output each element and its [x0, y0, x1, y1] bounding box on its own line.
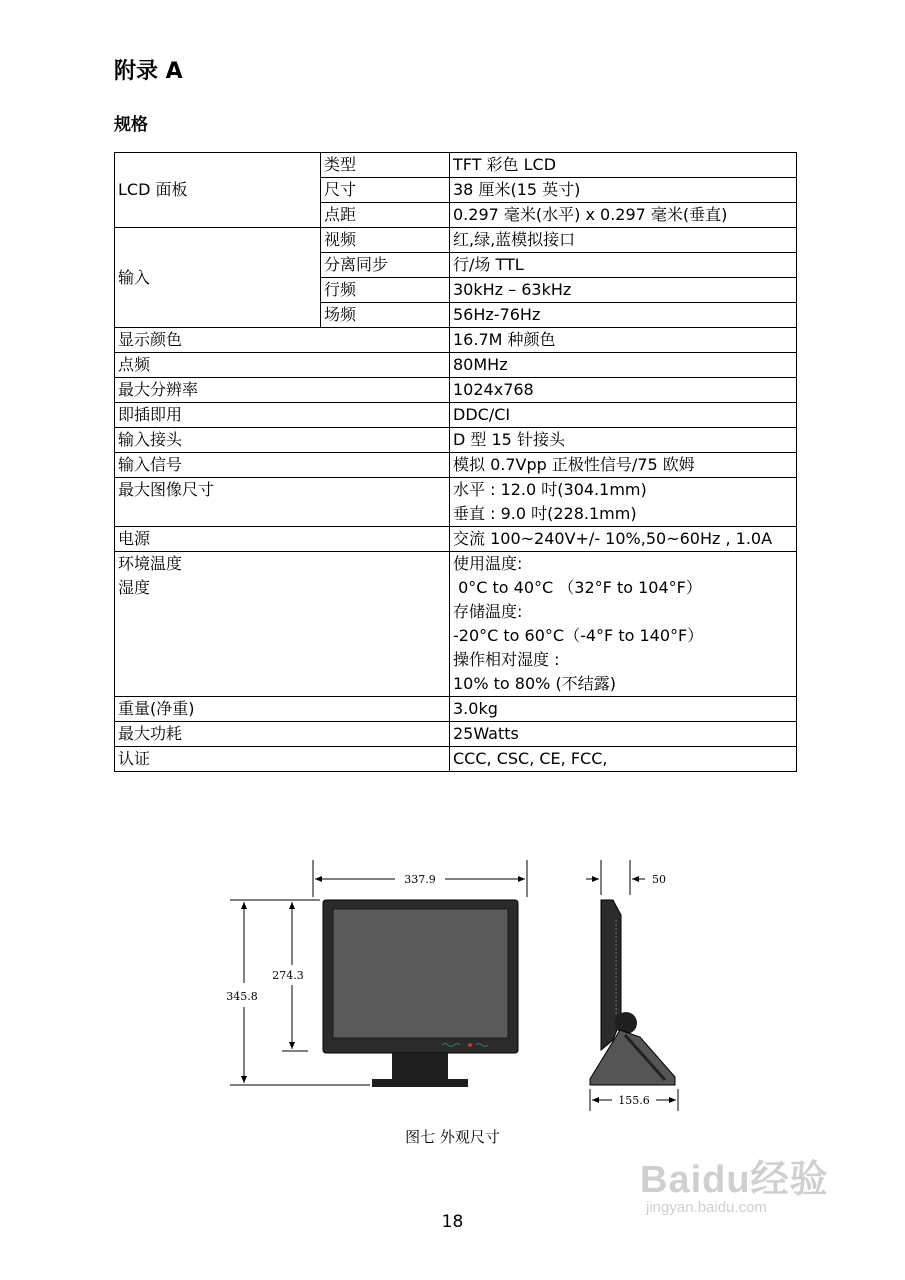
- spec-sub-label: 点距: [321, 203, 450, 228]
- spec-label: 显示颜色: [115, 328, 450, 353]
- base-depth-dimension-label: 155.6: [618, 1094, 650, 1107]
- spec-value-line: 10% to 80% (不结露): [453, 674, 616, 693]
- section-title: 规格: [114, 115, 148, 135]
- spec-value-line: 水平 : 12.0 吋(304.1mm): [453, 480, 647, 499]
- table-row: [115, 722, 797, 747]
- spec-group-input: 输入: [115, 228, 321, 328]
- monitor-front-view: [323, 900, 518, 1087]
- spec-label-line: 湿度: [118, 578, 151, 597]
- spec-sub-label: 场频: [321, 303, 450, 328]
- spec-value: 80MHz: [450, 353, 797, 378]
- table-row: [115, 453, 797, 478]
- spec-value: 0.297 毫米(水平) x 0.297 毫米(垂直): [450, 203, 797, 228]
- spec-label: 输入接头: [115, 428, 450, 453]
- spec-value: 交流 100~240V+/- 10%,50~60Hz , 1.0A: [450, 527, 797, 552]
- table-row: [115, 228, 797, 253]
- spec-value: CCC, CSC, CE, FCC,: [450, 747, 797, 772]
- spec-value-line: -20°C to 60°C（-4°F to 140°F）: [453, 626, 704, 645]
- watermark-logo: Baidu经验: [640, 1159, 829, 1201]
- table-row: [115, 747, 797, 772]
- spec-value: 56Hz-76Hz: [450, 303, 797, 328]
- spec-value: D 型 15 针接头: [450, 428, 797, 453]
- spec-label: 点频: [115, 353, 450, 378]
- width-dimension-label: 337.9: [404, 873, 436, 886]
- spec-label: 最大分辨率: [115, 378, 450, 403]
- spec-value: 25Watts: [450, 722, 797, 747]
- spec-value-line: 存储温度:: [453, 602, 523, 621]
- page-number: 18: [441, 1212, 464, 1232]
- spec-value: 38 厘米(15 英寸): [450, 178, 797, 203]
- spec-label: [115, 552, 450, 697]
- spec-sub-label: 类型: [321, 153, 450, 178]
- depth-dimension-label: 50: [652, 873, 666, 886]
- table-row: [115, 378, 797, 403]
- table-row: [115, 527, 797, 552]
- spec-label: 最大图像尺寸: [115, 478, 450, 527]
- watermark: [640, 1148, 829, 1216]
- spec-value: 1024x768: [450, 378, 797, 403]
- spec-label-line: 环境温度: [118, 554, 183, 573]
- spec-sub-label: 尺寸: [321, 178, 450, 203]
- spec-label: 认证: [115, 747, 450, 772]
- spec-value: 行/场 TTL: [450, 253, 797, 278]
- spec-value: [450, 478, 797, 527]
- spec-sub-label: 视频: [321, 228, 450, 253]
- table-row: [115, 428, 797, 453]
- spec-label: 重量(净重): [115, 697, 450, 722]
- spec-label: 即插即用: [115, 403, 450, 428]
- spec-value: [450, 552, 797, 697]
- spec-value: TFT 彩色 LCD: [450, 153, 797, 178]
- table-row: [115, 403, 797, 428]
- table-row: [115, 552, 797, 697]
- spec-value-line: 操作相对湿度 :: [453, 650, 560, 669]
- spec-value-line: 0°C to 40°C （32°F to 104°F）: [453, 578, 702, 597]
- spec-value: 3.0kg: [450, 697, 797, 722]
- spec-sub-label: 分离同步: [321, 253, 450, 278]
- table-row: [115, 153, 797, 178]
- monitor-side-view: [590, 900, 675, 1085]
- spec-label: 最大功耗: [115, 722, 450, 747]
- figure-caption: 图七 外观尺寸: [405, 1128, 500, 1146]
- monitor-dimension-figure: [220, 855, 690, 1120]
- spec-label: 电源: [115, 527, 450, 552]
- watermark-url: jingyan.baidu.com: [646, 1199, 767, 1216]
- screen-height-dimension-label: 274.3: [272, 969, 304, 982]
- total-height-dimension-label: 345.8: [226, 990, 258, 1003]
- spec-value: DDC/CI: [450, 403, 797, 428]
- spec-value: 模拟 0.7Vpp 正极性信号/75 欧姆: [450, 453, 797, 478]
- table-row: [115, 478, 797, 527]
- table-row: [115, 328, 797, 353]
- spec-sub-label: 行频: [321, 278, 450, 303]
- spec-label: 输入信号: [115, 453, 450, 478]
- table-row: [115, 697, 797, 722]
- spec-value: 红,绿,蓝模拟接口: [450, 228, 797, 253]
- spec-value-line: 垂直 : 9.0 吋(228.1mm): [453, 504, 637, 523]
- spec-value: 30kHz – 63kHz: [450, 278, 797, 303]
- spec-table: [114, 152, 797, 772]
- spec-value-line: 使用温度:: [453, 554, 523, 573]
- page-title: 附录 A: [114, 59, 183, 84]
- spec-value: 16.7M 种颜色: [450, 328, 797, 353]
- spec-group-lcd: LCD 面板: [115, 153, 321, 228]
- table-row: [115, 353, 797, 378]
